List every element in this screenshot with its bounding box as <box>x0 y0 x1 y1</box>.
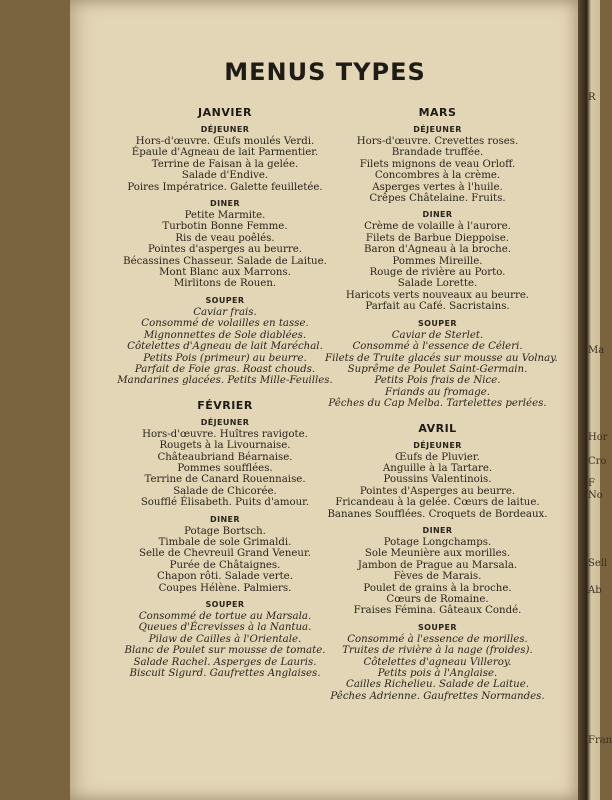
facing-page-text: Hor <box>588 432 608 443</box>
dish: Pommes Mireille. <box>392 255 483 267</box>
dish-list <box>325 634 550 702</box>
dish-list <box>110 429 340 509</box>
dish: Châteaubriand Béarnaise. <box>157 451 293 463</box>
dish: Soufflé Élisabeth. Puits d'amour. <box>140 497 310 509</box>
dish-list <box>325 537 550 617</box>
dish: Asperges vertes à l'huile. <box>372 181 503 193</box>
month-heading: JANVIER <box>198 106 252 119</box>
dish: Purée de Châtaignes. <box>169 559 281 571</box>
page-title: MENUS TYPES <box>224 58 426 86</box>
dish: Poussins Valentinois. <box>383 474 492 486</box>
dish: Pointes d'asperges au beurre. <box>147 244 303 256</box>
dish: Brandade truffée. <box>391 147 484 159</box>
dish: Truites de rivière à la nage (froides). <box>342 645 533 657</box>
dish: Côtelettes d'Agneau de lait Maréchal. <box>127 341 323 353</box>
dish: Potage Longchamps. <box>383 536 492 548</box>
dish: Pointes d'Asperges au beurre. <box>359 485 516 497</box>
dish: Mont Blanc aux Marrons. <box>159 267 291 279</box>
dish: Caviar de Sterlet. <box>391 329 484 341</box>
dish: Caviar frais. <box>193 306 257 318</box>
month-heading: AVRIL <box>418 421 457 435</box>
month-heading: MARS <box>418 106 457 119</box>
right-column <box>325 106 558 702</box>
dish-list <box>110 210 340 290</box>
dish: Hors-d'œuvre. Huîtres ravigote. <box>142 428 308 440</box>
dish: Turbotin Bonne Femme. <box>162 221 288 233</box>
dish: Consommé de volailles en tasse. <box>141 318 309 330</box>
dish: Petits pois à l'Anglaise. <box>377 668 498 680</box>
dish-list <box>110 307 340 387</box>
dish: Épaule d'Agneau de lait Parmentier. <box>131 147 319 159</box>
facing-page-text: Ab <box>588 585 602 596</box>
book-spine <box>578 0 600 800</box>
month-heading: FÉVRIER <box>197 398 253 412</box>
dish: Poires Impératrice. Galette feuilletée. <box>127 181 323 193</box>
dish: Salade d'Endive. <box>181 170 269 182</box>
dish: Consommé à l'essence de Céleri. <box>352 341 523 353</box>
left-column <box>110 106 340 679</box>
dish: Concombres à la crème. <box>374 170 501 182</box>
dish: Haricots verts nouveaux au beurre. <box>345 289 530 301</box>
dish: Consommé de tortue au Marsala. <box>138 611 312 622</box>
dish: Friands au fromage. <box>385 386 490 398</box>
dish: Chapon rôti. Salade verte. <box>157 571 293 583</box>
dish: Potage Bortsch. <box>184 525 266 537</box>
dish-list <box>325 136 550 204</box>
meal-heading: SOUPER <box>205 600 245 609</box>
month-section-mars <box>325 106 558 410</box>
dish: Biscuit Sigurd. Gaufrettes Anglaises. <box>129 668 321 680</box>
dish: Terrine de Faisan à la gelée. <box>151 158 299 170</box>
dish: Anguille à la Tartare. <box>382 462 493 474</box>
facing-page-text: F <box>588 478 595 489</box>
dish: Pêches du Cap Melba. Tartelettes perlées. <box>328 398 547 410</box>
dish: Filets mignons de veau Orloff. <box>359 158 516 170</box>
meal-heading: DINER <box>422 525 453 535</box>
meal-heading: DÉJEUNER <box>200 417 250 427</box>
dish: Cailles Richelieu. Salade de Laitue. <box>346 679 529 691</box>
dish: Queues d'Écrevisses à la Nantua. <box>138 622 312 634</box>
dish: Crème de volaille à l'aurore. <box>364 221 511 233</box>
dish: Salade de Chicorée. <box>173 485 277 497</box>
dish: Pilaw de Cailles à l'Orientale. <box>148 633 302 645</box>
facing-page-text: Ma <box>588 345 605 356</box>
month-section-janvier <box>110 106 340 387</box>
dish: Coupes Hélène. Palmiers. <box>158 582 292 594</box>
dish: Mandarines glacées. Petits Mille-Feuilles. <box>117 375 333 387</box>
dish: Selle de Chevreuil Grand Veneur. <box>139 548 311 560</box>
dish: Côtelettes d'agneau Villeroy. <box>363 656 512 668</box>
dish: Blanc de Poulet sur mousse de tomate. <box>124 645 326 657</box>
dish: Crêpes Châtelaine. Fruits. <box>369 193 506 205</box>
dish: Mignonnettes de Sole diablées. <box>143 329 307 341</box>
dish: Terrine de Canard Rouennaise. <box>144 474 306 486</box>
meal-heading: SOUPER <box>205 295 245 305</box>
dish: Pommes soufflées. <box>177 462 273 474</box>
dish: Filets de Barbue Dieppoise. <box>365 232 510 244</box>
dish: Sole Meunière aux morilles. <box>364 548 511 560</box>
dish: Pêches Adrienne. Gaufrettes Normandes. <box>330 690 545 702</box>
dish: Poulet de grains à la broche. <box>363 582 512 594</box>
month-section-avril <box>325 422 550 703</box>
month-section-fevrier <box>110 399 340 680</box>
dish-list <box>110 526 340 594</box>
dish: Bananes Soufflées. Croquets de Bordeaux. <box>327 508 548 520</box>
dish: Ris de veau poêlés. <box>175 232 275 244</box>
meal-heading: DÉJEUNER <box>200 125 250 134</box>
dish-list <box>110 136 340 193</box>
meal-heading: DÉJEUNER <box>413 125 462 134</box>
facing-page-text: Fran <box>588 735 612 746</box>
dish: Jambon de Prague au Marsala. <box>357 559 518 571</box>
dish: Rouge de rivière au Porto. <box>369 267 506 279</box>
facing-page-text: No <box>588 490 603 501</box>
dish: Parfait de Foie gras. Roast chouds. <box>134 363 316 375</box>
meal-heading: DÉJEUNER <box>413 440 462 450</box>
dish: Cœurs de Romaine. <box>386 594 489 605</box>
dish: Œufs de Pluvier. <box>395 451 480 463</box>
dish: Filets de Truite glacés sur mousse au Volnay. <box>325 352 558 364</box>
dish: Salade Rachel. Asperges de Lauris. <box>133 656 317 668</box>
dish: Petits Pois frais de Nice. <box>374 375 501 387</box>
facing-page-text: Sell <box>588 558 608 569</box>
facing-page-text: Cro <box>588 456 607 467</box>
meal-heading: DINER <box>210 199 240 209</box>
dish: Hors-d'œuvre. Crevettes roses. <box>356 136 519 147</box>
dish: Bécassines Chasseur. Salade de Laitue. <box>123 255 327 267</box>
dish: Consommé à l'essence de morilles. <box>347 633 528 645</box>
dish-list <box>325 329 558 410</box>
dish: Fèves de Marais. <box>393 571 482 583</box>
dish: Rougets à la Livournaise. <box>159 440 291 452</box>
dish-list <box>110 611 340 679</box>
meal-heading: SOUPER <box>418 318 457 328</box>
meal-heading: SOUPER <box>418 622 457 632</box>
dish-list <box>325 452 550 520</box>
dish: Parfait au Café. Sacristains. <box>365 301 510 313</box>
dish: Mirlitons de Rouen. <box>173 278 277 290</box>
dish: Salade Lorette. <box>397 278 478 290</box>
meal-heading: DINER <box>422 210 453 220</box>
dish: Fricandeau à la gelée. Cœurs de laitue. <box>335 497 540 509</box>
dish: Baron d'Agneau à la broche. <box>364 244 511 256</box>
dish: Petite Marmite. <box>184 210 266 222</box>
dish: Timbale de sole Grimaldi. <box>158 536 292 548</box>
dish: Suprême de Poulet Saint-Germain. <box>347 363 528 375</box>
dish: Fraises Fémina. Gâteaux Condé. <box>353 605 522 617</box>
dish: Hors-d'œuvre. Œufs moulés Verdi. <box>135 136 315 147</box>
dish: Petits Pois (primeur) au beurre. <box>143 352 307 364</box>
dish-list <box>325 221 550 312</box>
meal-heading: DINER <box>210 514 240 524</box>
facing-page-text: R <box>588 92 596 103</box>
